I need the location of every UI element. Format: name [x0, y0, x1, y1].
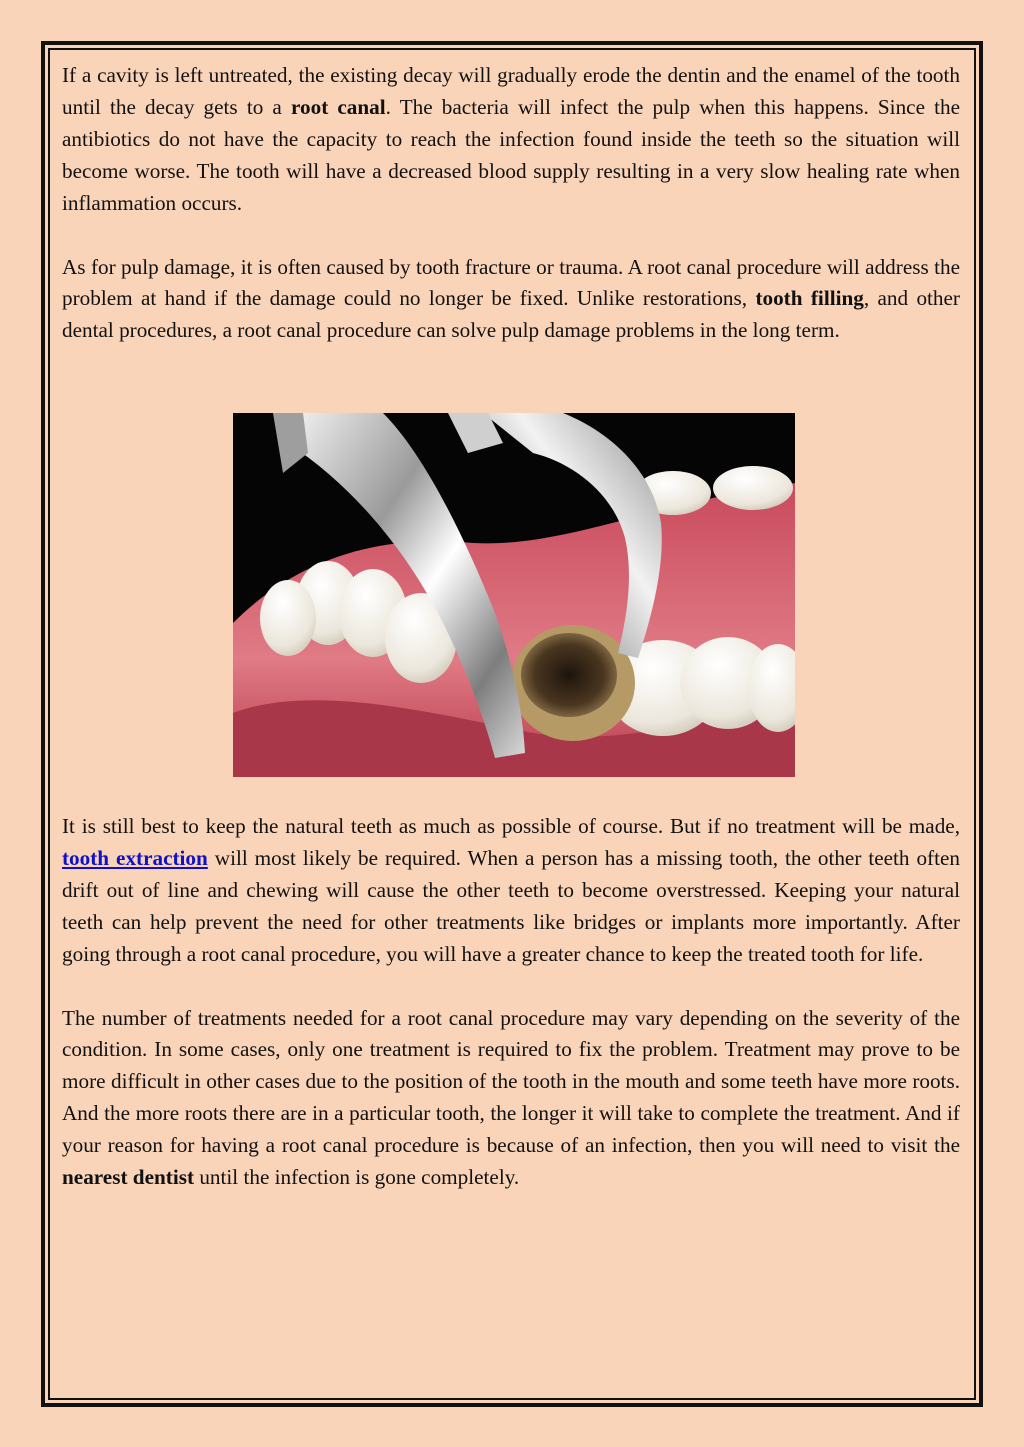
- paragraph-cavity: [62, 60, 960, 220]
- paragraph-cavity-text-1: If a cavity is left untreated, the existing decay will gradually erode the dentin and the enamel of the tooth until the decay gets to a: [62, 63, 960, 119]
- paragraph-pulp-damage: [62, 252, 960, 348]
- lower-text-block: [62, 811, 960, 1194]
- paragraph-natural-teeth: [62, 811, 960, 971]
- paragraph-treatments-text-1: The number of treatments needed for a root canal procedure may vary depending on the severity of the condition. In some cases, only one treatment is required to fix the problem. Treatment may prove to be more difficult in other cases due to the position of the tooth in the mouth and some teeth have more roots. And the more roots there are in a particular tooth, the longer it will take to complete the treatment. And if your reason for having a root canal procedure is because of an infection, then you will need to visit the: [62, 1005, 960, 1158]
- tooth-extraction-illustration: [233, 413, 795, 777]
- paragraph-cavity-text-2: . The bacteria will infect the pulp when this happens. Since the antibiotics do not have the capacity to reach the infection found inside the teeth so the situation will become worse. The tooth will have a decreased blood supply resulting in a very slow healing rate when inflammation occurs.: [62, 94, 960, 215]
- tooth-extraction-link[interactable]: tooth extraction: [62, 845, 208, 870]
- paragraph-pulp-text-2: , and other dental procedures, a root canal procedure can solve pulp damage problems in the long term.: [62, 286, 960, 343]
- paragraph-treatments: [62, 1003, 960, 1194]
- decayed-tooth: [511, 625, 635, 741]
- paragraph-natural-text-2: will most likely be required. When a person has a missing tooth, the other teeth often drift out of line and chewing will cause the other teeth to become overstressed. Keeping your natural teeth can help prevent the need for other treatments like bridges or implants more importantly. After going through a root canal procedure, you will have a greater chance to keep the treated tooth for life.: [62, 845, 961, 966]
- nearest-dentist-keyword: nearest dentist: [62, 1165, 195, 1190]
- tooth-filling-keyword: tooth filling: [755, 286, 864, 311]
- upper-text-block: [62, 60, 960, 347]
- paragraph-treatments-text-2: until the infection is gone completely.: [194, 1165, 520, 1190]
- root-canal-keyword: root canal: [290, 94, 386, 119]
- paragraph-natural-text-1: It is still best to keep the natural teeth as much as possible of course. But if no treatment will be made,: [62, 814, 960, 838]
- paragraph-pulp-text-1: As for pulp damage, it is often caused by tooth fracture or trauma. A root canal procedure will address the problem at hand if the damage could no longer be fixed. Unlike restorations,: [62, 254, 960, 311]
